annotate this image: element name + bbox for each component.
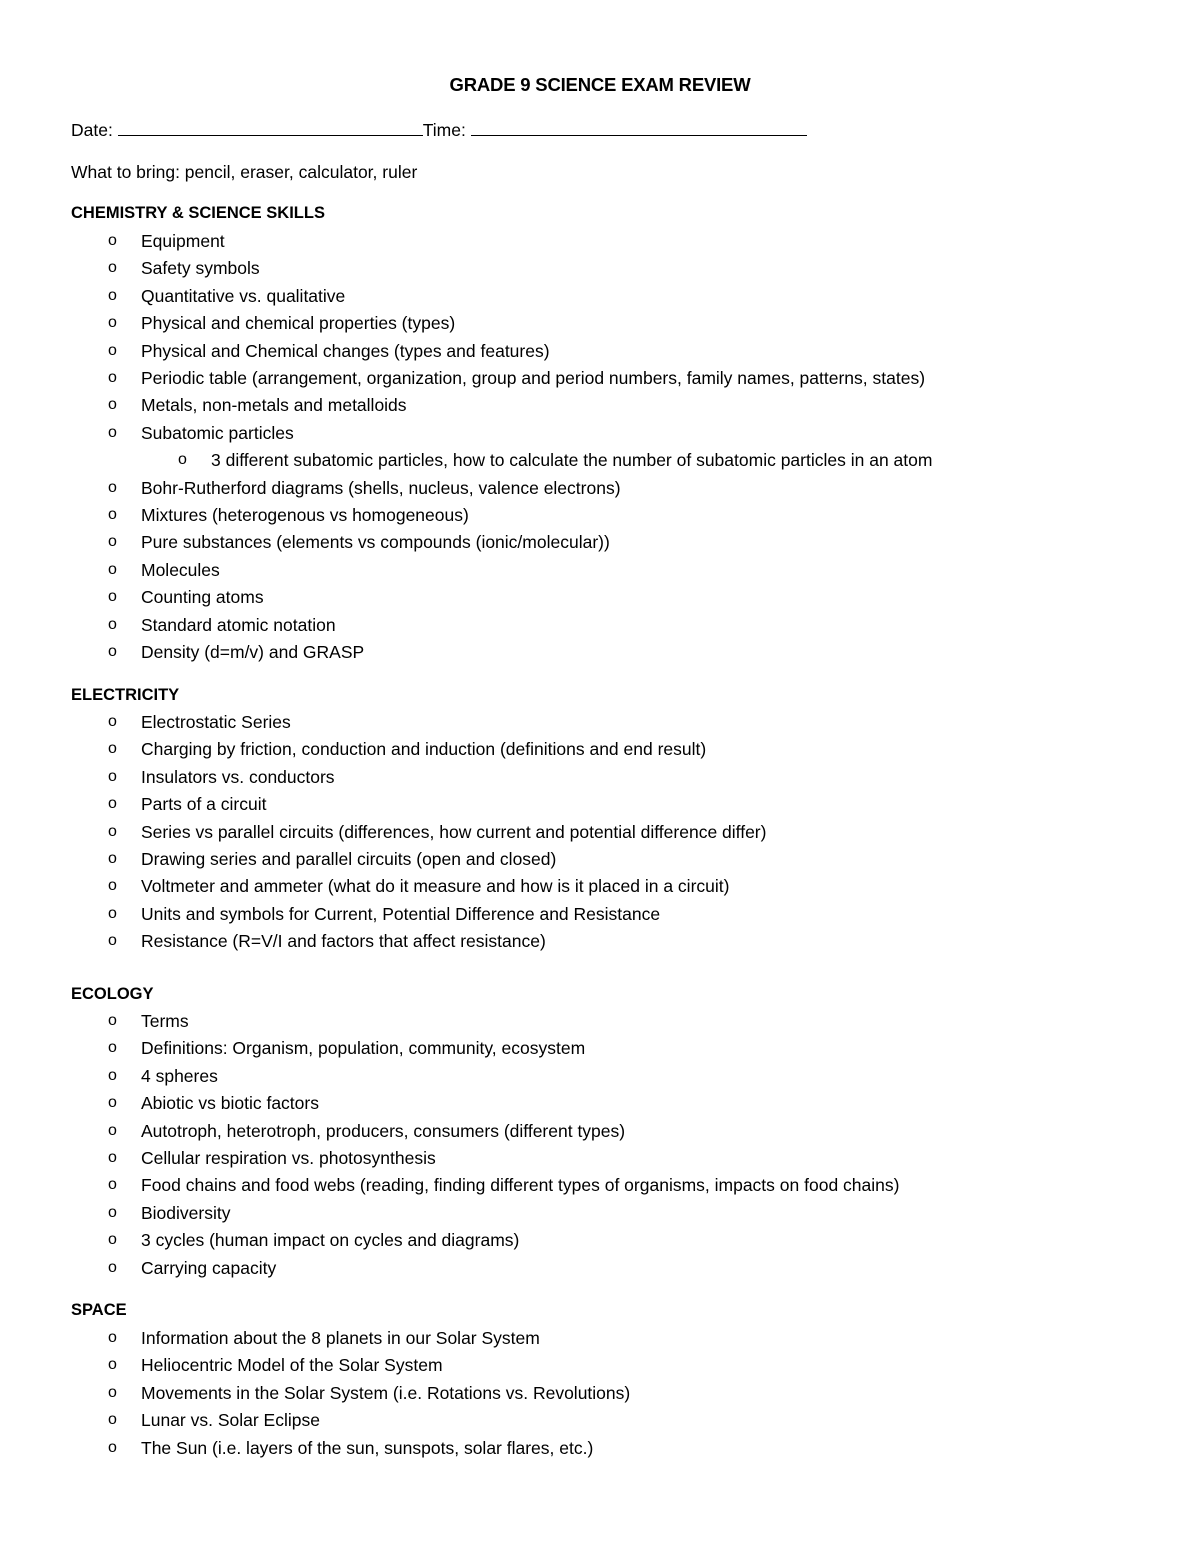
list-item: Periodic table (arrangement, organization, group and period numbers, family names, patterns, states) — [141, 368, 926, 388]
list-item: Definitions: Organism, population, community, ecosystem — [141, 1038, 586, 1059]
date-blank — [118, 118, 423, 136]
bullet-icon: o — [108, 396, 117, 414]
list-item: Mixtures (heterogenous vs homogeneous) — [141, 505, 469, 525]
section-heading: ECOLOGY — [71, 985, 154, 1003]
list-item: 3 cycles (human impact on cycles and diagrams) — [141, 1230, 520, 1251]
bullet-icon: o — [108, 1039, 117, 1057]
list-item: Metals, non-metals and metalloids — [141, 395, 407, 416]
section-heading: SPACE — [71, 1301, 127, 1319]
bullet-icon: o — [108, 615, 117, 633]
what-to-bring: What to bring: pencil, eraser, calculator, ruler — [71, 162, 418, 182]
list-item: Quantitative vs. qualitative — [141, 285, 346, 306]
list-item: Units and symbols for Current, Potential Difference and Resistance — [141, 903, 661, 924]
list-item: Resistance (R=V/I and factors that affect resistance) — [141, 931, 546, 952]
bullet-icon: o — [108, 713, 117, 730]
list-item: The Sun (i.e. layers of the sun, sunspots, solar flares, etc.) — [141, 1437, 594, 1458]
list-item: Terms — [141, 1011, 189, 1031]
list-item: Pure substances (elements vs compounds (ionic/molecular)) — [141, 532, 610, 553]
bullet-icon: o — [108, 1231, 117, 1249]
bullet-icon: o — [108, 740, 117, 758]
bullet-icon: o — [108, 232, 117, 249]
list-item: Standard atomic notation — [141, 614, 336, 635]
bullet-icon: o — [108, 588, 117, 606]
bullet-icon: o — [108, 1258, 117, 1276]
bullet-icon: o — [108, 341, 117, 359]
list-item: Safety symbols — [141, 258, 260, 279]
list-item: Equipment — [141, 231, 225, 251]
bullet-icon: o — [108, 904, 117, 922]
list-item: Carrying capacity — [141, 1257, 277, 1278]
list-item: Abiotic vs biotic factors — [141, 1093, 319, 1114]
list-item: Movements in the Solar System (i.e. Rotations vs. Revolutions) — [141, 1382, 631, 1403]
list-item: Insulators vs. conductors — [141, 766, 335, 787]
list-item: Lunar vs. Solar Eclipse — [141, 1410, 320, 1431]
bullet-icon: o — [108, 1356, 117, 1374]
list-item: Bohr-Rutherford diagrams (shells, nucleus, valence electrons) — [141, 477, 621, 498]
bullet-icon: o — [108, 822, 117, 840]
section-heading: CHEMISTRY & SCIENCE SKILLS — [71, 204, 325, 222]
bullet-icon: o — [108, 560, 117, 578]
bullet-icon: o — [108, 1121, 117, 1139]
bullet-icon: o — [108, 1329, 117, 1346]
list-item: Subatomic particles — [141, 422, 294, 443]
list-item: Electrostatic Series — [141, 712, 291, 732]
sub-list-item: 3 different subatomic particles, how to calculate the number of subatomic particles in an atom — [211, 450, 933, 471]
bullet-icon: o — [108, 259, 117, 277]
bullet-icon: o — [108, 1203, 117, 1221]
bullet-icon: o — [108, 932, 117, 950]
list-item: Physical and chemical properties (types) — [141, 313, 456, 334]
bullet-icon: o — [108, 533, 117, 551]
bullet-icon: o — [108, 506, 117, 523]
list-item: Biodiversity — [141, 1202, 231, 1223]
bullet-icon: o — [108, 850, 117, 867]
list-item: Heliocentric Model of the Solar System — [141, 1355, 443, 1376]
list-item: Series vs parallel circuits (differences, how current and potential difference differ) — [141, 821, 767, 842]
list-item: Density (d=m/v) and GRASP — [141, 642, 365, 662]
bullet-icon: o — [108, 1012, 117, 1029]
list-item: 4 spheres — [141, 1065, 218, 1086]
bullet-icon: o — [108, 1066, 117, 1084]
bullet-icon: o — [108, 643, 117, 660]
bullet-icon: o — [108, 286, 117, 304]
bullet-icon: o — [108, 423, 117, 441]
section-heading: ELECTRICITY — [71, 686, 180, 704]
bullet-icon: o — [178, 451, 187, 469]
bullet-icon: o — [108, 1411, 117, 1429]
list-item: Cellular respiration vs. photosynthesis — [141, 1148, 436, 1168]
bullet-icon: o — [108, 767, 117, 785]
bullet-icon: o — [108, 1383, 117, 1401]
time-label: Time: — [422, 120, 466, 140]
list-item: Drawing series and parallel circuits (open and closed) — [141, 849, 557, 869]
list-item: Food chains and food webs (reading, finding different types of organisms, impacts on food chains) — [141, 1175, 900, 1196]
list-item: Voltmeter and ammeter (what do it measure and how is it placed in a circuit) — [141, 876, 730, 897]
bullet-icon: o — [108, 1176, 117, 1194]
page-title: GRADE 9 SCIENCE EXAM REVIEW — [449, 74, 751, 95]
bullet-icon: o — [108, 1438, 117, 1456]
time-blank — [471, 118, 807, 136]
list-item: Autotroph, heterotroph, producers, consumers (different types) — [141, 1120, 626, 1141]
bullet-icon: o — [108, 1094, 117, 1112]
list-item: Counting atoms — [141, 587, 264, 608]
date-label: Date: — [71, 120, 113, 140]
list-item: Parts of a circuit — [141, 794, 267, 815]
list-item: Charging by friction, conduction and induction (definitions and end result) — [141, 739, 707, 760]
bullet-icon: o — [108, 314, 117, 332]
list-item: Physical and Chemical changes (types and features) — [141, 340, 550, 361]
bullet-icon: o — [108, 478, 117, 496]
bullet-icon: o — [108, 369, 117, 386]
bullet-icon: o — [108, 1149, 117, 1166]
list-item: Information about the 8 planets in our Solar System — [141, 1328, 540, 1348]
list-item: Molecules — [141, 559, 220, 580]
date-time-row — [71, 118, 807, 141]
bullet-icon: o — [108, 795, 117, 813]
bullet-icon: o — [108, 877, 117, 895]
